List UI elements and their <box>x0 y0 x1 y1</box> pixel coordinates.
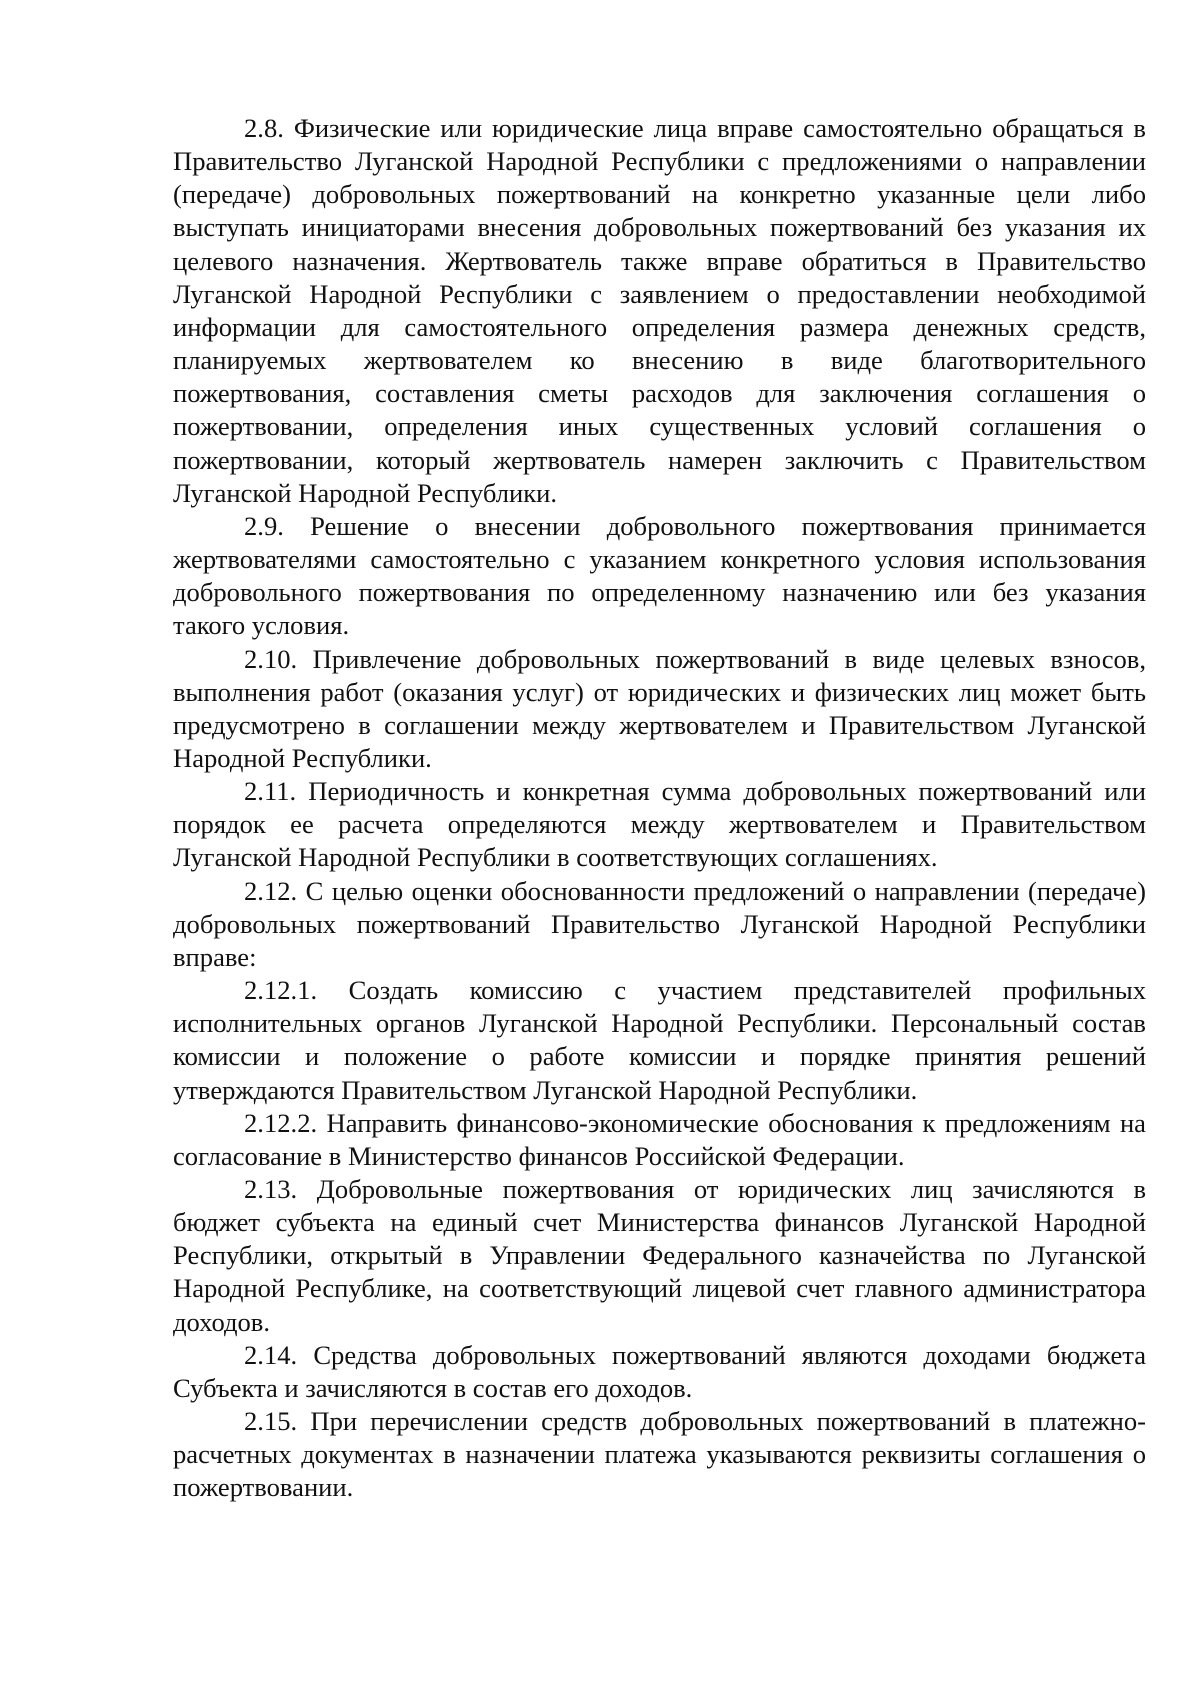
paragraph-text: Средства добровольных пожертвований являются доходами бюджета Субъекта и зачисляются в состав его доходов. <box>173 1339 1147 1403</box>
paragraph-2-12-2 <box>173 1107 1146 1173</box>
paragraph-text: Периодичность и конкретная сумма добровольных пожертвований или порядок ее расчета определяются между жертвователем и Правительством Луганской Народной Республики в соответствующих соглашениях. <box>173 776 1146 873</box>
paragraph-text: Решение о внесении добровольного пожертвования принимается жертвователями самостоятельно с указанием конкретного условия использования добровольного пожертвования по определенному назначению или без указания такого условия. <box>173 510 1146 641</box>
paragraph-2-11 <box>173 775 1146 874</box>
paragraph-text: С целью оценки обоснованности предложений о направлении (передаче) добровольных пожертвований Правительство Луганской Народной Республики вправе: <box>173 875 1146 972</box>
paragraph-number: 2.8. <box>244 113 284 143</box>
paragraph-number: 2.10. <box>244 643 298 674</box>
paragraph-number: 2.14. <box>244 1339 298 1370</box>
paragraph-2-12-1 <box>173 974 1146 1107</box>
paragraph-number: 2.9. <box>244 510 284 541</box>
document-body <box>173 112 1146 1505</box>
paragraph-number: 2.12.1. <box>244 975 318 1006</box>
paragraph-text: Привлечение добровольных пожертвований в виде целевых взносов, выполнения работ (оказания услуг) от юридических и физических лиц может быть предусмотрено в соглашении между жертвователем и Правительством Луганской Народной Республики. <box>173 643 1146 773</box>
paragraph-text: Добровольные пожертвования от юридических лиц зачисляются в бюджет субъекта на единый счет Министерства финансов Луганской Народной Республики, открытый в Управлении Федерального казначейства по Луганской Народной Республике, на соответствующий лицевой счет главного администратора доходов. <box>173 1174 1146 1337</box>
paragraph-2-14 <box>173 1339 1146 1405</box>
paragraph-number: 2.12. <box>244 875 298 906</box>
paragraph-number: 2.12.2. <box>244 1107 318 1138</box>
paragraph-2-13 <box>173 1173 1146 1339</box>
paragraph-2-12 <box>173 875 1146 974</box>
paragraph-text: Направить финансово-экономические обоснования к предложениям на согласование в Министерство финансов Российской Федерации. <box>173 1107 1146 1171</box>
paragraph-2-8 <box>173 112 1146 510</box>
paragraph-number: 2.15. <box>244 1406 298 1437</box>
paragraph-2-15 <box>173 1405 1146 1504</box>
paragraph-2-10 <box>173 643 1146 776</box>
paragraph-text: Создать комиссию с участием представителей профильных исполнительных органов Луганской Народной Республики. Персональный состав комиссии и положение о работе комиссии и порядке принятия решений утверждаются Правительством Луганской Народной Республики. <box>173 975 1146 1105</box>
paragraph-text: При перечислении средств добровольных пожертвований в платежно-расчетных документах в назначении платежа указываются реквизиты соглашения о пожертвовании. <box>173 1406 1146 1503</box>
paragraph-text: Физические или юридические лица вправе самостоятельно обращаться в Правительство Луганской Народной Республики с предложениями о направлении (передаче) добровольных пожертвований на конкретно указанные цели либо выступать инициаторами внесения добровольных пожертвований без указания их целевого назначения. Жертвователь также вправе обратиться в Правительство Луганской Народной Республики с заявлением о предоставлении необходимой информации для самостоятельного определения размера денежных средств, планируемых жертвователем ко внесению в виде благотворительного пожертвования, составления сметы расходов для заключения соглашения о пожертвовании, определения иных существенных условий соглашения о пожертвовании, который жертвователь намерен заключить с Правительством Луганской Народной Республики. <box>173 113 1146 508</box>
paragraph-number: 2.13. <box>244 1174 298 1204</box>
paragraph-number: 2.11. <box>244 776 297 807</box>
paragraph-2-9 <box>173 510 1146 643</box>
